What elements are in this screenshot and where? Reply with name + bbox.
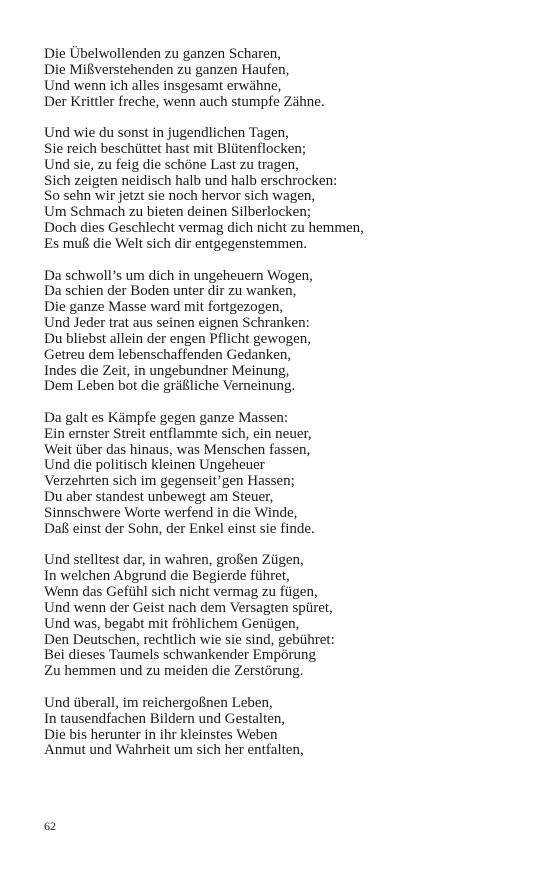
poem-line: Und überall, im reichergoßnen Leben, (44, 694, 273, 711)
poem-line: Weit über das hinaus, was Menschen fassen, (44, 441, 311, 458)
poem-line: In welchen Abgrund die Begierde führet, (44, 568, 290, 585)
poem-line: Und wenn ich alles insgesamt erwähne, (44, 77, 282, 94)
poem-line: Zu hemmen und zu meiden die Zerstörung. (44, 663, 304, 680)
poem-line: Um Schmach zu bieten deinen Silberlocken; (44, 204, 312, 221)
poem-line: Wenn das Gefühl sich nicht vermag zu fügen, (44, 584, 318, 601)
poem-line: Da schien der Boden unter dir zu wanken, (44, 283, 297, 300)
poem-line: Verzehrten sich im gegenseit’gen Hassen; (44, 473, 295, 490)
poem-line: Es muß die Welt sich dir entgegenstemmen. (44, 235, 308, 252)
stanza (44, 126, 514, 253)
poem-line: Und wie du sonst in jugendlichen Tagen, (44, 125, 289, 142)
poem-line: Und Jeder trat aus seinen eignen Schranken: (44, 315, 310, 332)
poem-text (44, 47, 514, 759)
stanza (44, 696, 514, 759)
stanza (44, 553, 514, 680)
poem-line: Ein ernster Streit entflammte sich, ein neuer, (44, 425, 312, 442)
poem-line: Und stelltest dar, in wahren, großen Zügen, (44, 552, 304, 569)
poem-line: Indes die Zeit, in ungebundner Meinung, (44, 362, 290, 379)
stanza (44, 47, 514, 110)
poem-line: Die Mißverstehenden zu ganzen Haufen, (44, 61, 290, 78)
poem-line: Und wenn der Geist nach dem Versagten spüret, (44, 599, 333, 616)
poem-line: In tausendfachen Bildern und Gestalten, (44, 710, 286, 727)
poem-line: Und die politisch kleinen Ungeheuer (44, 457, 265, 474)
poem-line: Da galt es Kämpfe gegen ganze Massen: (44, 409, 289, 426)
poem-line: Die bis herunter in ihr kleinstes Weben (44, 726, 278, 743)
stanza (44, 269, 514, 396)
poem-line: Daß einst der Sohn, der Enkel einst sie finde. (44, 520, 315, 537)
poem-line: Die ganze Masse ward mit fortgezogen, (44, 299, 284, 316)
poem-line: Sich zeigten neidisch halb und halb erschrocken: (44, 172, 338, 189)
page-number: 62 (44, 819, 56, 833)
poem-line: Du aber standest unbewegt am Steuer, (44, 489, 274, 506)
poem-line: Anmut und Wahrheit um sich her entfalten, (44, 742, 304, 759)
poem-line: Und sie, zu feig die schöne Last zu tragen, (44, 156, 299, 173)
poem-line: Den Deutschen, rechtlich wie sie sind, gebühret: (44, 631, 335, 648)
stanza (44, 411, 514, 538)
poem-line: Und was, begabt mit fröhlichem Genügen, (44, 615, 300, 632)
poem-line: Doch dies Geschlecht vermag dich nicht zu hemmen, (44, 220, 364, 237)
poem-line: Du bliebst allein der engen Pflicht gewogen, (44, 330, 312, 347)
poem-line: Getreu dem lebenschaffenden Gedanken, (44, 346, 292, 363)
poem-line: Die Übelwollenden zu ganzen Scharen, (44, 46, 281, 62)
poem-line: Sinnschwere Worte werfend in die Winde, (44, 505, 298, 521)
poem-line: Der Krittler freche, wenn auch stumpfe Zähne. (44, 93, 325, 110)
poem-line: Sie reich beschüttet hast mit Blütenflocken; (44, 140, 307, 157)
poem-line: Bei dieses Taumels schwankender Empörung (44, 647, 316, 664)
poem-line: Dem Leben bot die gräßliche Verneinung. (44, 378, 296, 395)
poem-line: Da schwoll’s um dich in ungeheuern Wogen, (44, 267, 313, 284)
poem-line: So sehn wir jetzt sie noch hervor sich wagen, (44, 188, 316, 205)
